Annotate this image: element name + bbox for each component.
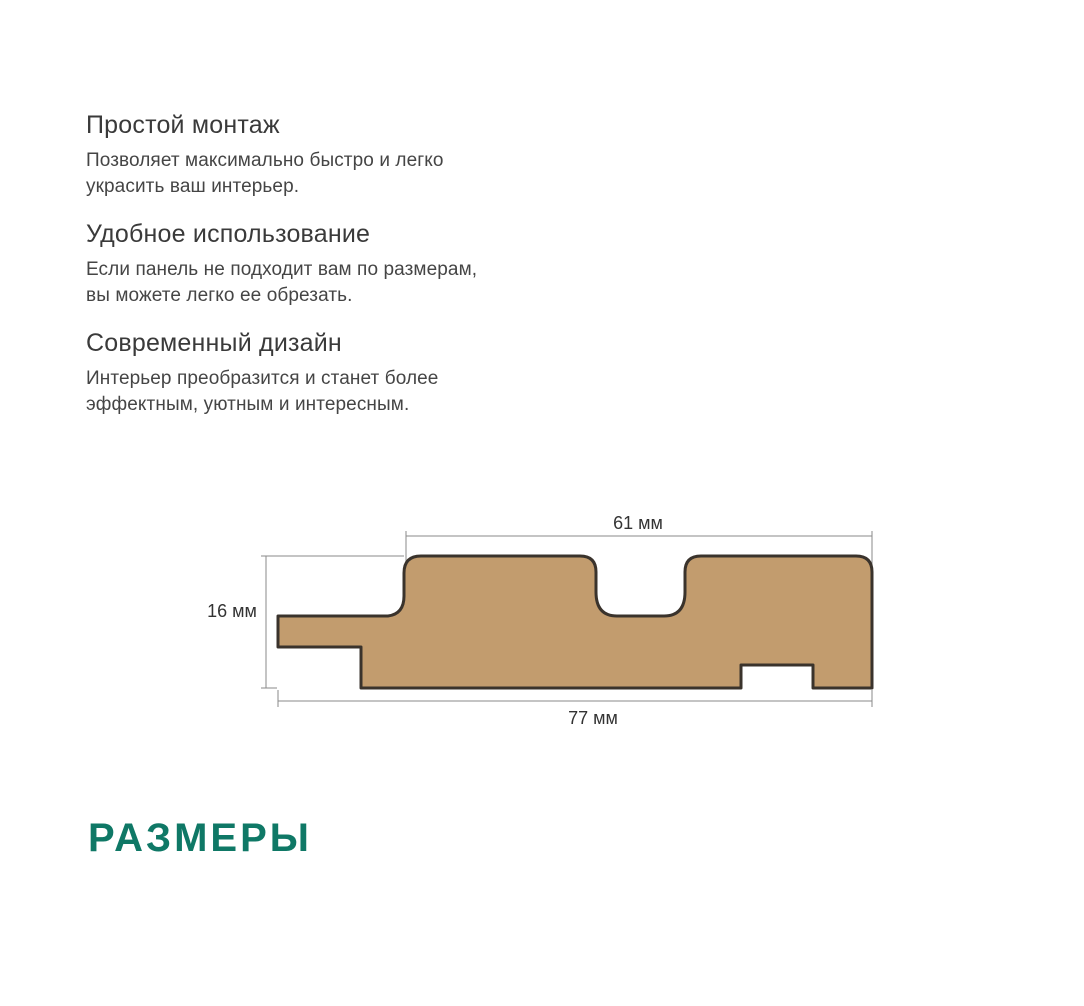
section-heading-sizes: РАЗМЕРЫ [88,816,312,860]
feature-description: Если панель не подходит вам по размерам, вы можете легко ее обрезать. [86,259,478,306]
feature-title: Современный дизайн [86,329,342,357]
panel-profile-shape [278,556,872,688]
feature-description: Позволяет максимально быстро и легко украсить ваш интерьер. [86,150,444,197]
dimension-label-width-bottom: 77 мм [568,708,618,728]
feature-description: Интерьер преобразится и станет более эффектным, уютным и интересным. [86,368,439,415]
dimension-label-width-top: 61 мм [613,513,663,533]
dimension-label-thickness: 16 мм [207,601,257,621]
feature-title: Простой монтаж [86,111,280,139]
feature-title: Удобное использование [86,220,371,248]
